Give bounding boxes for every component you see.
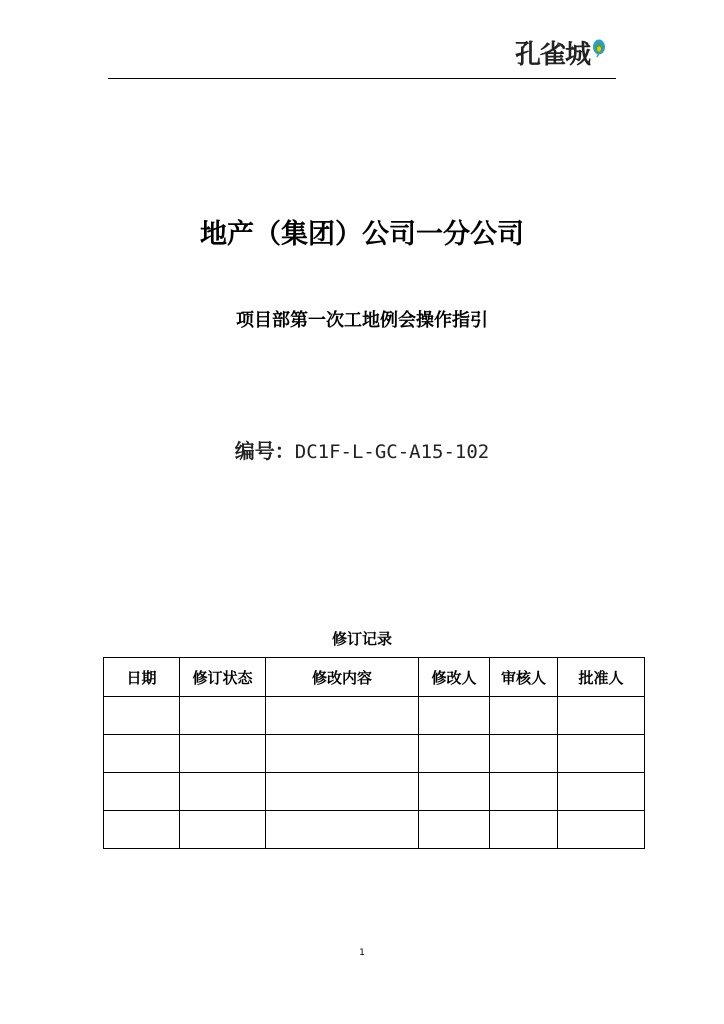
document-title: 地产（集团）公司一分公司: [200, 219, 524, 250]
table-cell: [266, 735, 419, 773]
table-row: [104, 697, 645, 735]
table-row: [104, 811, 645, 849]
page-number: 1: [359, 948, 365, 958]
table-cell: [490, 773, 558, 811]
table-cell: [180, 697, 266, 735]
brand-logo: [515, 42, 606, 68]
table-cell: [558, 697, 645, 735]
revision-record-title: 修订记录: [331, 630, 392, 648]
table-cell: [180, 811, 266, 849]
table-cell: [180, 773, 266, 811]
table-cell: [558, 735, 645, 773]
document-code: [0, 435, 724, 464]
header-divider: [108, 78, 616, 79]
table-cell: [104, 773, 180, 811]
table-cell: [419, 735, 490, 773]
table-cell: [558, 811, 645, 849]
document-subtitle: 项目部第一次工地例会操作指引: [236, 310, 488, 331]
table-cell: [490, 811, 558, 849]
table-row: [104, 773, 645, 811]
column-header-revision-status: 修订状态: [180, 658, 266, 697]
column-header-date: 日期: [104, 658, 180, 697]
revision-table-header: [104, 658, 645, 697]
table-cell: [419, 697, 490, 735]
peacock-feather-icon: [592, 39, 606, 57]
column-header-reviewer: 审核人: [490, 658, 558, 697]
table-cell: [266, 697, 419, 735]
document-code-value: DC1F-L-GC-A15-102: [294, 441, 490, 463]
table-cell: [266, 811, 419, 849]
table-cell: [419, 811, 490, 849]
table-cell: [490, 697, 558, 735]
table-cell: [104, 735, 180, 773]
table-cell: [104, 811, 180, 849]
table-cell: [490, 735, 558, 773]
table-cell: [104, 697, 180, 735]
revision-table: [103, 657, 645, 849]
column-header-approver: 批准人: [558, 658, 645, 697]
table-cell: [266, 773, 419, 811]
table-cell: [180, 735, 266, 773]
column-header-modifier: 修改人: [419, 658, 490, 697]
table-cell: [419, 773, 490, 811]
document-code-label: 编号：: [234, 439, 295, 463]
table-row: [104, 735, 645, 773]
logo-text: 孔雀城: [514, 40, 590, 70]
column-header-change-content: 修改内容: [266, 658, 419, 697]
table-cell: [558, 773, 645, 811]
